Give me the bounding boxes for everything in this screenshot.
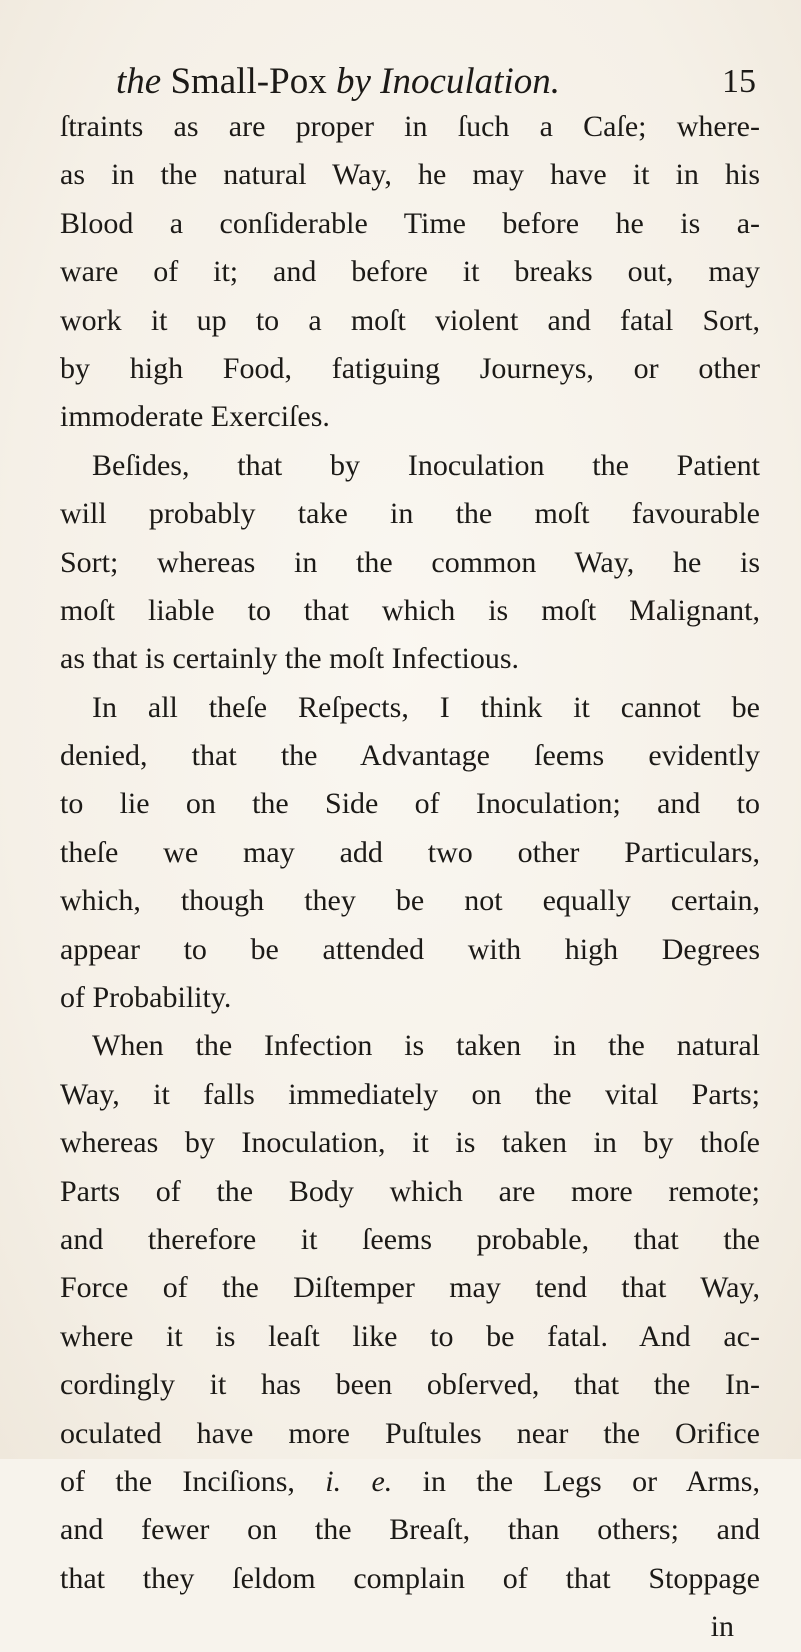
text-line: appear to be attended with high Degrees	[60, 932, 760, 966]
text-line: Sort; whereas in the common Way, he is	[60, 545, 760, 579]
paragraph-start-line: In all theſe Reſpects, I think it cannot be	[92, 690, 760, 724]
text-line: Way, it falls immediately on the vital Parts;	[60, 1077, 760, 1111]
italic-ie: i. e.	[325, 1464, 393, 1498]
text-line: and fewer on the Breaſt, than others; and	[60, 1513, 760, 1547]
text-line: where it is leaſt like to be fatal. And ac-	[60, 1319, 760, 1353]
text-line: Parts of the Body which are more remote;	[60, 1174, 760, 1208]
text-line-part: in the Legs or Arms,	[392, 1464, 760, 1498]
paragraph-end-line: immoderate Exerciſes.	[60, 400, 330, 434]
running-head-the: the	[116, 61, 162, 102]
text-line-part: of the Inciſions,	[60, 1464, 326, 1498]
text-line: will probably take in the moſt favourable	[60, 497, 760, 531]
text-line: to lie on the Side of Inoculation; and to	[60, 787, 760, 821]
text-line: moſt liable to that which is moſt Malignant,	[60, 593, 760, 627]
paragraph-end-line: as that is certainly the moſt Infectious.	[60, 642, 520, 676]
text-line: ſtraints as are proper in ſuch a Caſe; where-	[60, 110, 760, 143]
paragraph-end-line: of Probability.	[60, 981, 232, 1015]
text-line: ware of it; and before it breaks out, may	[60, 255, 760, 289]
text-line: which, though they be not equally certain,	[60, 884, 760, 918]
text-line: by high Food, fatiguing Journeys, or other	[60, 351, 760, 385]
page-number: 15	[722, 63, 756, 100]
text-line: theſe we may add two other Particulars,	[60, 835, 760, 869]
text-line: Blood a conſiderable Time before he is a-	[60, 206, 760, 240]
text-line: whereas by Inoculation, it is taken in by thoſe	[60, 1126, 760, 1160]
running-head-small-pox: Small-Pox	[161, 61, 336, 102]
text-line: that they ſeldom complain of that Stoppage	[60, 1561, 760, 1595]
text-line-with-italic	[60, 1458, 760, 1506]
running-head-by: by	[335, 61, 371, 102]
text-line: cordingly it has been obſerved, that the In-	[60, 1368, 760, 1402]
text-line: work it up to a moſt violent and fatal Sort,	[60, 303, 760, 337]
running-head	[116, 60, 756, 104]
text-line: as in the natural Way, he may have it in his	[60, 158, 760, 192]
paragraph-start-line: Beſides, that by Inoculation the Patient	[92, 448, 760, 482]
catchword: in	[710, 1610, 734, 1644]
text-line: Force of the Diſtemper may tend that Way,	[60, 1271, 760, 1305]
text-line: oculated have more Puſtules near the Orifice	[60, 1416, 760, 1450]
running-head-inoculation: Inoculation.	[370, 61, 560, 102]
paragraph-start-line: When the Infection is taken in the natural	[92, 1029, 760, 1063]
text-line: denied, that the Advantage ſeems evidently	[60, 739, 760, 773]
text-line: and therefore it ſeems probable, that the	[60, 1222, 760, 1256]
body-text	[60, 103, 760, 1652]
